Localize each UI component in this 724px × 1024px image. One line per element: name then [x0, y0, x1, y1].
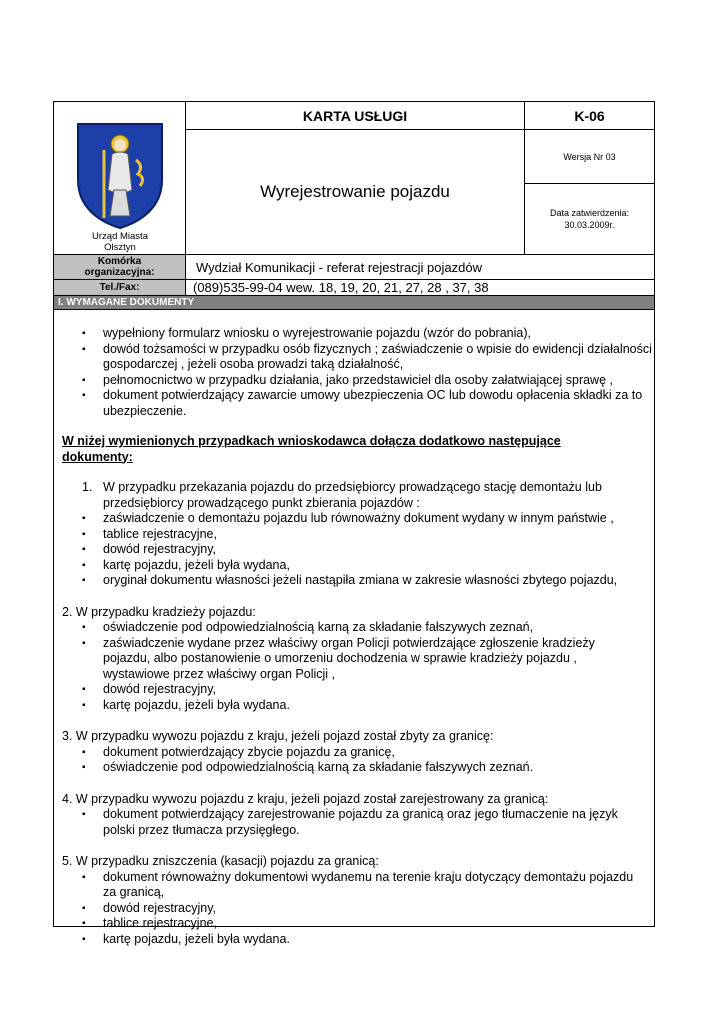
org-unit-value: Wydział Komunikacji - referat rejestracji pojazdów: [186, 255, 654, 280]
case-1-heading: [54, 480, 654, 511]
case-5: [54, 854, 654, 947]
org-label-line-2: organizacyjna:: [84, 267, 155, 278]
list-item: ▪ kartę pojazdu, jeżeli była wydana,: [54, 558, 654, 574]
list-item: ▪ oświadczenie pod odpowiedzialnością karną za składanie fałszywych zeznań.: [54, 760, 654, 776]
list-item: ▪ tablice rejestracyjne,: [54, 527, 654, 543]
card-header: [54, 102, 654, 310]
case-3-heading: 3. W przypadku wywozu pojazdu z kraju, jeżeli pojazd został zbyty za granicę:: [62, 729, 494, 743]
version-label: Wersja Nr 03: [525, 130, 654, 184]
list-item: ▪ dokument potwierdzający zawarcie umowy ubezpieczenia OC lub dowodu opłacenia składki za to ubezpieczenie.: [54, 388, 654, 419]
case-4: [54, 792, 654, 839]
list-item: ▪ wypełniony formularz wniosku o wyrejestrowanie pojazdu (wzór do pobrania),: [54, 326, 654, 342]
case-3-list: [54, 745, 654, 776]
list-item: ▪ dokument potwierdzający zarejestrowanie pojazdu za granicą oraz jego tłumaczenie na język polski przez tłumacza przysięgłego.: [54, 807, 654, 838]
service-name: [186, 130, 525, 255]
required-docs-list: [54, 326, 654, 419]
section-title: I. WYMAGANE DOKUMENTY: [54, 296, 654, 310]
org-label-line-1: Komórka: [97, 256, 142, 267]
case-1-text: W przypadku przekazania pojazdu do przedsiębiorcy prowadzącego stację demontażu lub przedsiębiorcy prowadzącego punkt zbierania pojazdów :: [103, 480, 602, 510]
approval-date-cell: [525, 184, 654, 255]
card-title: KARTA USŁUGI: [186, 102, 525, 130]
case-5-list: [54, 870, 654, 948]
case-2-list: [54, 620, 654, 713]
list-item: ▪ zaświadczenie o demontażu pojazdu lub równoważny dokument wydany w innym państwie ,: [54, 511, 654, 527]
list-item: ▪ dokument potwierdzający zbycie pojazdu za granicę,: [54, 745, 654, 761]
city-label: [54, 231, 186, 253]
service-name-text: Wyrejestrowanie pojazdu: [260, 182, 450, 201]
tel-fax-label: Tel./Fax:: [54, 280, 186, 296]
list-item: ▪ dowód rejestracyjny,: [54, 682, 654, 698]
logo-cell: [54, 102, 186, 255]
list-item: ▪ kartę pojazdu, jeżeli była wydana.: [54, 932, 654, 948]
olsztyn-coat-of-arms-icon: [74, 120, 166, 230]
list-item: ▪ dokument równoważny dokumentowi wydanemu na terenie kraju dotyczący demontażu pojazdu za granicą,: [54, 870, 654, 901]
case-4-list: [54, 807, 654, 838]
list-item: ▪ oryginał dokumentu własności jeżeli nastąpiła zmiana w zakresie własności zbytego pojazdu,: [54, 573, 654, 589]
list-item: ▪ dowód rejestracyjny,: [54, 542, 654, 558]
list-item: ▪ dowód rejestracyjny,: [54, 901, 654, 917]
card-code: K-06: [525, 102, 654, 130]
case-2: [54, 605, 654, 714]
list-item: ▪ oświadczenie pod odpowiedzialnością karną za składanie fałszywych zeznań,: [54, 620, 654, 636]
case-1-number: 1.: [82, 480, 93, 494]
list-item: ▪ kartę pojazdu, jeżeli była wydana.: [54, 698, 654, 714]
list-item: ▪ zaświadczenie wydane przez właściwy organ Policji potwierdzające zgłoszenie kradzieży pojazdu, albo postanowienie o umorzeniu dochodzenia w sprawie kradzieży pojazdu , wystawiowe przez właściwy organ Policji ,: [54, 636, 654, 683]
additional-docs-heading: W niżej wymienionych przypadkach wnioskodawca dołącza dodatkowo następujące dokumenty:: [62, 434, 561, 464]
case-1: [54, 480, 654, 589]
case-4-heading: 4. W przypadku wywozu pojazdu z kraju, jeżeli pojazd został zarejestrowany za granicą:: [62, 791, 549, 806]
case-5-heading: 5. W przypadku zniszczenia (kasacji) pojazdu za granicą:: [62, 854, 379, 868]
list-item: ▪ tablice rejestracyjne,: [54, 916, 654, 932]
city-line-2: Olsztyn: [104, 242, 136, 253]
city-line-1: Urząd Miasta: [92, 231, 148, 242]
card-content: [54, 310, 654, 947]
list-item: ▪ pełnomocnictwo w przypadku działania, jako przedstawiciel dla osoby załatwiającej sprawę ,: [54, 373, 654, 389]
list-item: ▪ dowód tożsamości w przypadku osób fizycznych ; zaświadczenie o wpisie do ewidencji działalności gospodarczej , jeżeli osoba prowadzi taką działalność,: [54, 342, 654, 373]
approval-date: 30.03.2009r.: [564, 220, 615, 230]
org-unit-label: [54, 255, 186, 280]
case-2-heading: 2. W przypadku kradzieży pojazdu:: [62, 604, 256, 619]
service-card: [53, 101, 655, 946]
tel-fax-value: (089)535-99-04 wew. 18, 19, 20, 21, 27, 28 , 37, 38: [186, 280, 654, 296]
approval-label: Data zatwierdzenia:: [549, 208, 630, 218]
case-3: [54, 729, 654, 776]
case-1-list: [54, 511, 654, 589]
